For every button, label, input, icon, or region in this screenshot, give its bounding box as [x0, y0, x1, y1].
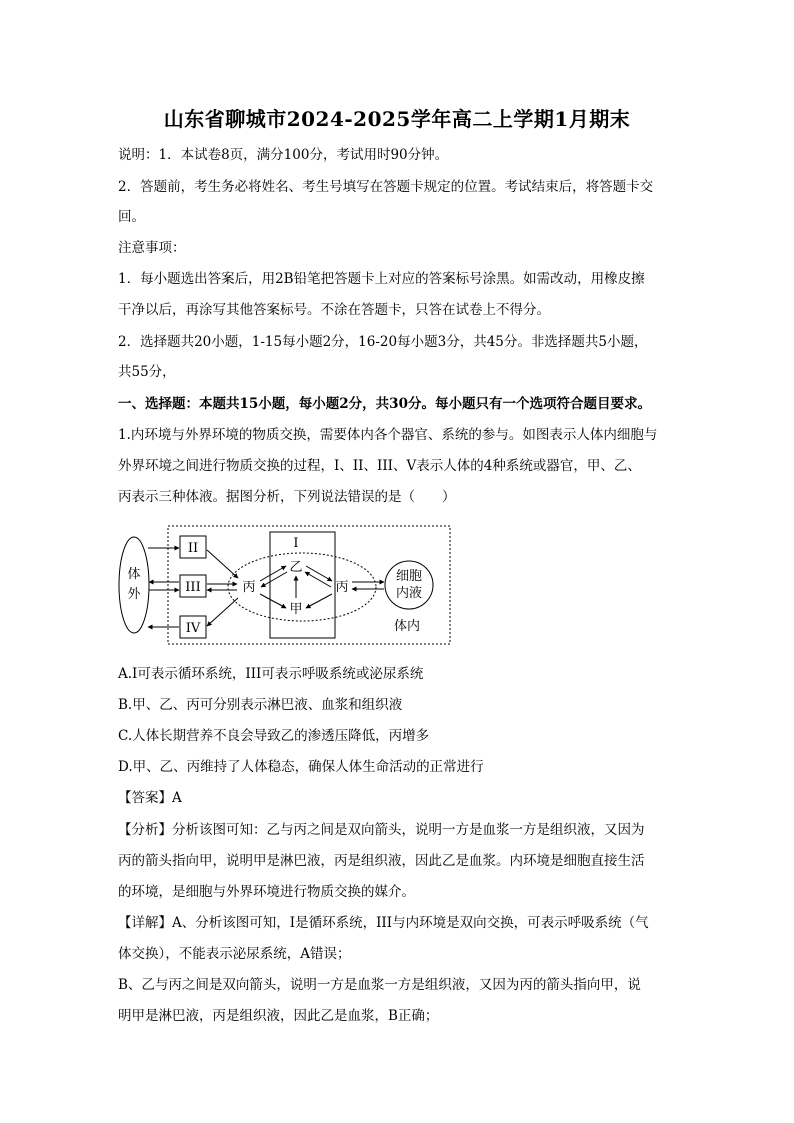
notice-line: 1．每小题选出答案后，用2B铅笔把答题卡上对应的答案标号涂黑。如需改动，用橡皮擦	[118, 271, 645, 287]
arrow	[306, 566, 332, 581]
arrow	[207, 598, 238, 626]
option-b: B.甲、乙、丙可分别表示淋巴液、血浆和组织液	[118, 697, 403, 713]
arrow	[207, 550, 238, 578]
system-label: I	[293, 536, 299, 551]
page-title: 山东省聊城市2024-2025学年高二上学期1月期末	[163, 107, 631, 131]
option-d: D.甲、乙、丙维持了人体稳态，确保人体生命活动的正常进行	[118, 759, 484, 775]
notice-line: 共55分，	[118, 364, 176, 380]
question-text: 1.内环境与外界环境的物质交换，需要体内各个器官、系统的参与。如图表示人体内细胞与	[118, 427, 658, 443]
outside-ellipse	[119, 537, 149, 633]
explanation-text: 【详解】A、分析该图可知，I是循环系统，III与内环境是双向交换，可表示呼吸系统（气	[118, 915, 649, 931]
instructions-line: 说明：1．本试卷8页，满分100分，考试用时90分钟。	[118, 147, 449, 163]
explanation-text: B、乙与丙之间是双向箭头，说明一方是血浆一方是组织液，又因为丙的箭头指向甲，说	[118, 977, 641, 993]
outside-label-2: 外	[127, 587, 141, 602]
section-heading: 一、选择题：本题共15小题，每小题2分，共30分。每小题只有一个选项符合题目要求。	[118, 396, 651, 412]
organ-label: III	[185, 580, 201, 595]
question-text: 丙表示三种体液。据图分析，下列说法错误的是（ ）	[118, 489, 456, 505]
arrow	[261, 572, 287, 587]
arrow	[260, 566, 286, 581]
analysis-text: 丙的箭头指向甲，说明甲是淋巴液，丙是组织液，因此乙是血浆。内环境是细胞直接生活	[118, 853, 645, 869]
analysis-text: 【分析】分析该图可知：乙与丙之间是双向箭头，说明一方是血浆一方是组织液，又因为	[118, 822, 645, 838]
notice-heading: 注意事项：	[118, 240, 186, 256]
fluid-label: 丙	[335, 580, 349, 595]
notice-line: 干净以后，再涂写其他答案标号。不涂在答题卡，只答在试卷上不得分。	[118, 302, 550, 318]
organ-label: II	[187, 541, 199, 556]
fluid-label: 甲	[289, 602, 303, 617]
system-i-box	[270, 532, 335, 638]
arrow	[260, 594, 286, 608]
cell-label-2: 内液	[395, 586, 423, 601]
arrow	[306, 594, 332, 608]
option-a: A.I可表示循环系统，III可表示呼吸系统或泌尿系统	[118, 666, 424, 682]
instructions-line: 回。	[118, 209, 145, 225]
organ-label: IV	[185, 621, 201, 636]
option-c: C.人体长期营养不良会导致乙的渗透压降低，丙增多	[118, 728, 430, 744]
answer: 【答案】A	[118, 790, 182, 806]
question-text: 外界环境之间进行物质交换的过程，I、II、III、V表示人体的4种系统或器官，甲、乙、	[118, 458, 641, 474]
cell-label-1: 细胞	[395, 569, 423, 584]
notice-line: 2．选择题共20小题，1-15每小题2分，16-20每小题3分，共45分。非选择题共5小题，	[118, 334, 648, 350]
explanation-text: 体交换），不能表示泌尿系统，A错误；	[118, 946, 351, 962]
instructions-line: 2．答题前，考生务必将姓名、考生号填写在答题卡规定的位置。考试结束后，将答题卡交	[118, 179, 654, 195]
body-fluid-diagram	[118, 518, 458, 648]
inside-label: 体内	[393, 619, 421, 634]
fluid-label: 乙	[289, 560, 303, 575]
analysis-text: 的环境，是细胞与外界环境进行物质交换的媒介。	[118, 884, 415, 900]
fluid-label: 丙	[242, 580, 256, 595]
explanation-text: 明甲是淋巴液，丙是组织液，因此乙是血浆，B正确；	[118, 1008, 439, 1024]
arrow	[305, 572, 331, 587]
outside-label-1: 体	[127, 567, 141, 582]
